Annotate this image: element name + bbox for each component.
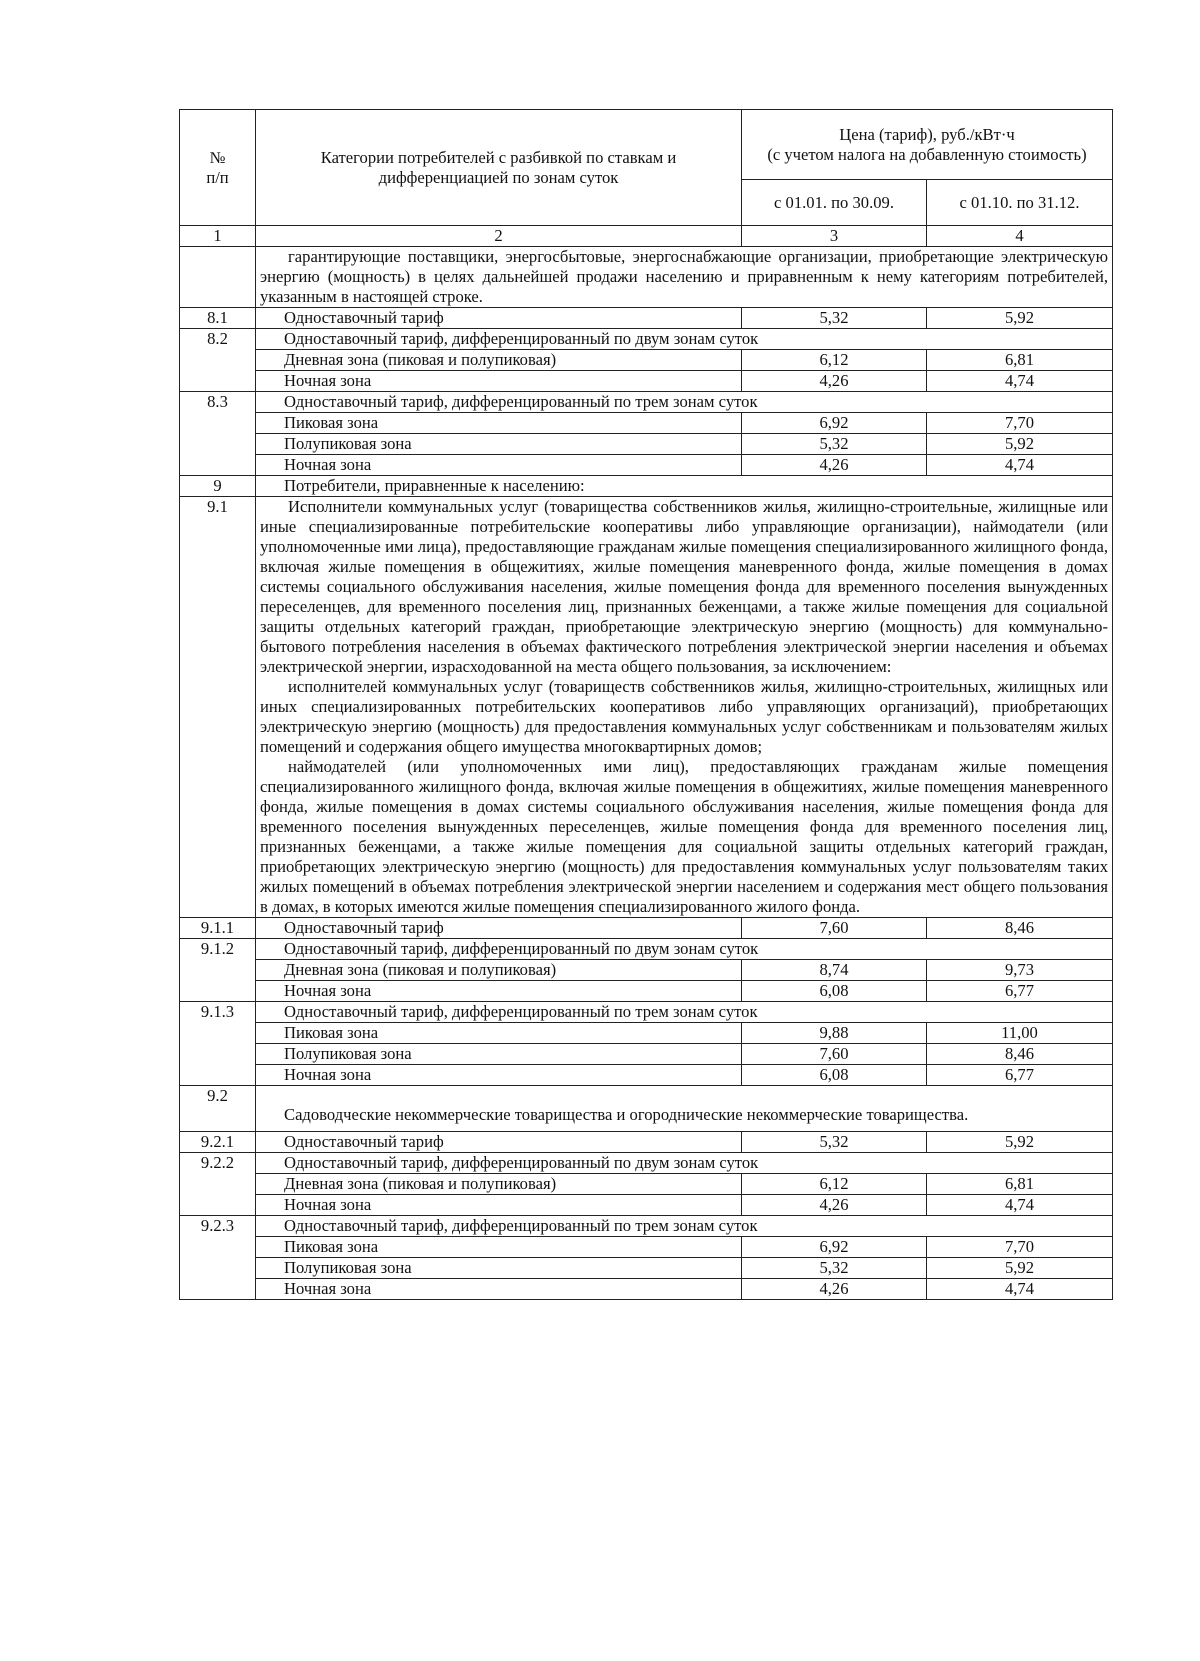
value-period-1: 4,26 — [742, 455, 927, 476]
value-period-2: 6,81 — [927, 350, 1113, 371]
value-period-1: 4,26 — [742, 1279, 927, 1300]
column-numbers-row — [180, 226, 1113, 247]
value-period-1: 4,26 — [742, 1195, 927, 1216]
row-label: Садоводческие некоммерческие товарищества и огороднические некоммерческие товарищества. — [256, 1086, 1113, 1132]
row-label: Ночная зона — [256, 455, 742, 476]
table-row — [180, 1002, 1113, 1023]
row-number: 9.1 — [180, 497, 256, 918]
value-period-1: 5,32 — [742, 1132, 927, 1153]
row-label: Дневная зона (пиковая и полупиковая) — [256, 960, 742, 981]
value-period-1: 5,32 — [742, 1258, 927, 1279]
row-label: Одноставочный тариф — [256, 918, 742, 939]
value-period-2: 8,46 — [927, 918, 1113, 939]
row-label: Пиковая зона — [256, 1237, 742, 1258]
col-number-4: 4 — [927, 226, 1113, 247]
table-row — [180, 1065, 1113, 1086]
row-label: Пиковая зона — [256, 413, 742, 434]
col-number-1: 1 — [180, 226, 256, 247]
value-period-2: 5,92 — [927, 308, 1113, 329]
row-label: Одноставочный тариф, дифференцированный по трем зонам суток — [256, 392, 1113, 413]
value-period-1: 9,88 — [742, 1023, 927, 1044]
table-row — [180, 1258, 1113, 1279]
value-period-2: 6,77 — [927, 1065, 1113, 1086]
table-row — [180, 1216, 1113, 1237]
paragraph: Исполнители коммунальных услуг (товарищества собственников жилья, жилищно-строительные, жилищные или иные специализированные потребительские кооперативы либо управляющие организации), наймодатели (или уполномоченные ими лица), предоставляющие гражданам жилые помещения специализированного жилищного фонда, включая жилые помещения в общежитиях, жилые помещения маневренного фонда, жилые помещения в домах системы социального обслуживания населения, жилые помещения фонда для временного поселения вынужденных переселенцев, для временного поселения лиц, признанных беженцами, а также жилые помещения для социальной защиты отдельных категорий граждан, приобретающие электрическую энергию (мощность) для коммунально-бытового потребления населения в объемах фактического потребления электрической энергии населения и объемах электрической энергии, израсходованной на места общего пользования, за исключением: — [260, 497, 1108, 676]
row-label: Потребители, приравненные к населению: — [256, 476, 1113, 497]
row-label: Ночная зона — [256, 981, 742, 1002]
table-row — [180, 413, 1113, 434]
value-period-1: 6,92 — [742, 1237, 927, 1258]
value-period-1: 7,60 — [742, 918, 927, 939]
row-label: Ночная зона — [256, 371, 742, 392]
value-period-1: 8,74 — [742, 960, 927, 981]
table-row — [180, 350, 1113, 371]
table-row — [180, 476, 1113, 497]
row-label: Одноставочный тариф, дифференцированный по трем зонам суток — [256, 1002, 1113, 1023]
row-label: Ночная зона — [256, 1195, 742, 1216]
value-period-1: 6,08 — [742, 1065, 927, 1086]
table-row — [180, 371, 1113, 392]
value-period-2: 6,81 — [927, 1174, 1113, 1195]
value-period-2: 6,77 — [927, 981, 1113, 1002]
header-period-1: с 01.01. по 30.09. — [742, 180, 927, 226]
table-row — [180, 434, 1113, 455]
row-number: 9.1.2 — [180, 939, 256, 1002]
row-number: 9.1.3 — [180, 1002, 256, 1086]
row-number: 8.3 — [180, 392, 256, 476]
row-label: Одноставочный тариф, дифференцированный по двум зонам суток — [256, 329, 1113, 350]
row-label: Дневная зона (пиковая и полупиковая) — [256, 1174, 742, 1195]
value-period-2: 5,92 — [927, 434, 1113, 455]
row-label: Дневная зона (пиковая и полупиковая) — [256, 350, 742, 371]
row-label: Ночная зона — [256, 1279, 742, 1300]
intro-text: гарантирующие поставщики, энергосбытовые, энергоснабжающие организации, приобретающие электрическую энергию (мощность) в целях дальнейшей продажи населению и приравненным к нему категориям потребителей, указанным в настоящей строке. — [260, 247, 1108, 306]
value-period-2: 7,70 — [927, 413, 1113, 434]
row-label: Ночная зона — [256, 1065, 742, 1086]
table-row — [180, 497, 1113, 918]
table-row — [180, 308, 1113, 329]
row-number: 9.1.1 — [180, 918, 256, 939]
table-row — [180, 1132, 1113, 1153]
row-number: 9 — [180, 476, 256, 497]
table-row — [180, 455, 1113, 476]
row-label: Полупиковая зона — [256, 434, 742, 455]
value-period-1: 4,26 — [742, 371, 927, 392]
row-label: Одноставочный тариф, дифференцированный по трем зонам суток — [256, 1216, 1113, 1237]
value-period-2: 4,74 — [927, 371, 1113, 392]
value-period-2: 4,74 — [927, 1195, 1113, 1216]
table-header-row — [180, 110, 1113, 180]
table-row — [180, 392, 1113, 413]
row-label: Одноставочный тариф — [256, 308, 742, 329]
col-number-3: 3 — [742, 226, 927, 247]
tariff-table — [179, 109, 1113, 1300]
row-number — [180, 247, 256, 308]
paragraph: исполнителей коммунальных услуг (товариществ собственников жилья, жилищно-строительных, жилищных или иных специализированных потребительских кооперативов либо управляющих организаций), приобретающих электрическую энергию (мощность) для предоставления коммунальных услуг собственникам и пользователям жилых помещений и содержания общего имущества многоквартирных домов; — [260, 677, 1108, 756]
value-period-1: 6,12 — [742, 1174, 927, 1195]
row-label: Одноставочный тариф, дифференцированный по двум зонам суток — [256, 1153, 1113, 1174]
header-col-category: Категории потребителей с разбивкой по ставкам и дифференциацией по зонам суток — [256, 110, 742, 226]
row-number: 9.2.3 — [180, 1216, 256, 1300]
value-period-2: 9,73 — [927, 960, 1113, 981]
table-row — [180, 1086, 1113, 1132]
value-period-1: 5,32 — [742, 308, 927, 329]
table-row — [180, 329, 1113, 350]
row-number: 8.2 — [180, 329, 256, 392]
value-period-1: 6,92 — [742, 413, 927, 434]
header-period-2: с 01.10. по 31.12. — [927, 180, 1113, 226]
value-period-1: 6,08 — [742, 981, 927, 1002]
paragraph: наймодателей (или уполномоченных ими лиц), предоставляющих гражданам жилые помещения специализированного жилищного фонда, включая жилые помещения в общежитиях, жилые помещения маневренного фонда, жилые помещения в домах системы социального обслуживания населения, жилые помещения фонда для временного поселения вынужденных переселенцев, жилые помещения фонда для временного поселения лиц, признанных беженцами, а также жилые помещения для социальной защиты отдельных категорий граждан, приобретающих электрическую энергию (мощность) для предоставления коммунальных услуг пользователям таких жилых помещений в объемах потребления электрической энергии населением и содержания мест общего пользования в домах, в которых имеются жилые помещения специализированного жилого фонда. — [260, 757, 1108, 916]
row-number: 9.2.2 — [180, 1153, 256, 1216]
table-row — [180, 1044, 1113, 1065]
col-number-2: 2 — [256, 226, 742, 247]
table-row — [180, 1237, 1113, 1258]
row-label: Пиковая зона — [256, 1023, 742, 1044]
value-period-1: 7,60 — [742, 1044, 927, 1065]
table-row — [180, 918, 1113, 939]
table-row — [180, 981, 1113, 1002]
table-row — [180, 1174, 1113, 1195]
value-period-1: 6,12 — [742, 350, 927, 371]
table-row — [180, 1195, 1113, 1216]
value-period-2: 5,92 — [927, 1258, 1113, 1279]
header-col-num: № п/п — [180, 110, 256, 226]
row-label: Полупиковая зона — [256, 1044, 742, 1065]
row-label: Одноставочный тариф — [256, 1132, 742, 1153]
intro-row — [180, 247, 1113, 308]
intro-text-cell — [256, 247, 1113, 308]
section-9-1-text — [256, 497, 1113, 918]
row-number: 9.2.1 — [180, 1132, 256, 1153]
row-label: Полупиковая зона — [256, 1258, 742, 1279]
table-row — [180, 1153, 1113, 1174]
table-row — [180, 960, 1113, 981]
value-period-2: 7,70 — [927, 1237, 1113, 1258]
row-number: 9.2 — [180, 1086, 256, 1132]
row-number: 8.1 — [180, 308, 256, 329]
value-period-2: 5,92 — [927, 1132, 1113, 1153]
table-row — [180, 939, 1113, 960]
value-period-2: 11,00 — [927, 1023, 1113, 1044]
header-col-price: Цена (тариф), руб./кВт·ч (с учетом налога на добавленную стоимость) — [742, 110, 1113, 180]
value-period-2: 4,74 — [927, 1279, 1113, 1300]
table-row — [180, 1023, 1113, 1044]
value-period-2: 8,46 — [927, 1044, 1113, 1065]
table-row — [180, 1279, 1113, 1300]
value-period-2: 4,74 — [927, 455, 1113, 476]
row-label: Одноставочный тариф, дифференцированный по двум зонам суток — [256, 939, 1113, 960]
value-period-1: 5,32 — [742, 434, 927, 455]
